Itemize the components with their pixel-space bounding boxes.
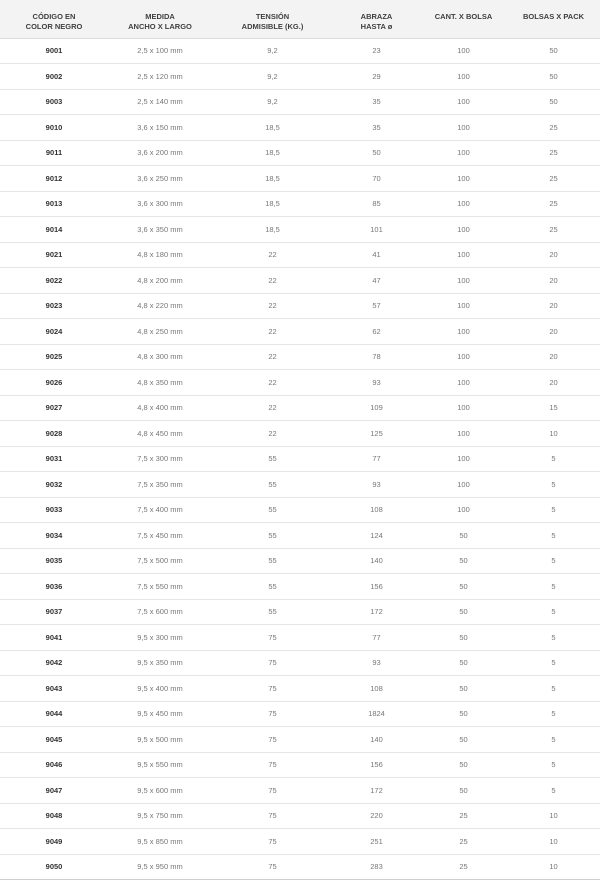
cell-tension: 18,5	[212, 166, 333, 192]
cell-tension: 22	[212, 293, 333, 319]
cell-cant-bolsa: 100	[420, 89, 507, 115]
cell-tension: 55	[212, 599, 333, 625]
cell-bolsas-pack: 20	[507, 242, 600, 268]
table-row	[0, 599, 600, 625]
cell-medida: 9,5 x 350 mm	[108, 650, 212, 676]
cell-abraza: 140	[333, 548, 420, 574]
cell-abraza: 41	[333, 242, 420, 268]
cell-codigo: 9045	[0, 727, 108, 753]
table-row	[0, 676, 600, 702]
cell-cant-bolsa: 100	[420, 472, 507, 498]
cell-tension: 22	[212, 242, 333, 268]
cell-medida: 7,5 x 450 mm	[108, 523, 212, 549]
header-bolsas-pack	[507, 0, 600, 38]
cell-abraza: 78	[333, 344, 420, 370]
cell-tension: 75	[212, 676, 333, 702]
cell-bolsas-pack: 5	[507, 701, 600, 727]
cell-bolsas-pack: 10	[507, 854, 600, 880]
cell-cant-bolsa: 100	[420, 217, 507, 243]
cell-abraza: 93	[333, 472, 420, 498]
cell-cant-bolsa: 100	[420, 166, 507, 192]
header-line: CÓDIGO EN	[32, 12, 76, 21]
table-row	[0, 115, 600, 141]
table-row	[0, 803, 600, 829]
cell-tension: 75	[212, 701, 333, 727]
cell-codigo: 9041	[0, 625, 108, 651]
cell-abraza: 251	[333, 829, 420, 855]
cell-cant-bolsa: 50	[420, 523, 507, 549]
cell-bolsas-pack: 20	[507, 268, 600, 294]
table-row	[0, 370, 600, 396]
table-row	[0, 548, 600, 574]
cell-codigo: 9037	[0, 599, 108, 625]
cell-bolsas-pack: 5	[507, 523, 600, 549]
cell-bolsas-pack: 5	[507, 778, 600, 804]
cell-bolsas-pack: 10	[507, 829, 600, 855]
cell-cant-bolsa: 50	[420, 701, 507, 727]
cell-tension: 75	[212, 803, 333, 829]
cell-bolsas-pack: 20	[507, 344, 600, 370]
cell-cant-bolsa: 100	[420, 497, 507, 523]
cell-cant-bolsa: 25	[420, 854, 507, 880]
cell-bolsas-pack: 25	[507, 115, 600, 141]
cell-bolsas-pack: 20	[507, 293, 600, 319]
cell-abraza: 77	[333, 625, 420, 651]
table-row	[0, 268, 600, 294]
cell-codigo: 9049	[0, 829, 108, 855]
header-line: TENSIÓN	[255, 12, 290, 21]
cell-tension: 55	[212, 497, 333, 523]
cell-abraza: 62	[333, 319, 420, 345]
cell-medida: 2,5 x 100 mm	[108, 38, 212, 64]
cell-bolsas-pack: 5	[507, 727, 600, 753]
cell-tension: 22	[212, 268, 333, 294]
table-row	[0, 650, 600, 676]
table-row	[0, 752, 600, 778]
cell-medida: 7,5 x 500 mm	[108, 548, 212, 574]
cell-medida: 9,5 x 950 mm	[108, 854, 212, 880]
cell-tension: 9,2	[212, 89, 333, 115]
cell-abraza: 57	[333, 293, 420, 319]
cell-tension: 75	[212, 727, 333, 753]
cell-bolsas-pack: 25	[507, 191, 600, 217]
cell-abraza: 85	[333, 191, 420, 217]
table-header-row	[0, 0, 600, 38]
cell-medida: 4,8 x 450 mm	[108, 421, 212, 447]
cell-cant-bolsa: 100	[420, 370, 507, 396]
table-row	[0, 829, 600, 855]
cell-tension: 22	[212, 344, 333, 370]
cell-medida: 9,5 x 850 mm	[108, 829, 212, 855]
cell-cant-bolsa: 100	[420, 191, 507, 217]
cell-cant-bolsa: 50	[420, 625, 507, 651]
cell-tension: 55	[212, 523, 333, 549]
header-line: ADMISIBLE (KG.)	[241, 22, 304, 31]
cell-cant-bolsa: 50	[420, 599, 507, 625]
table-row	[0, 778, 600, 804]
cell-abraza: 29	[333, 64, 420, 90]
cell-cant-bolsa: 100	[420, 421, 507, 447]
cell-bolsas-pack: 20	[507, 370, 600, 396]
cell-codigo: 9014	[0, 217, 108, 243]
table-row	[0, 242, 600, 268]
header-tension	[212, 0, 333, 38]
table-row	[0, 166, 600, 192]
cell-cant-bolsa: 100	[420, 242, 507, 268]
cell-codigo: 9028	[0, 421, 108, 447]
cell-bolsas-pack: 10	[507, 803, 600, 829]
cell-cant-bolsa: 50	[420, 574, 507, 600]
cell-bolsas-pack: 5	[507, 752, 600, 778]
header-cant-bolsa	[420, 0, 507, 38]
cell-codigo: 9034	[0, 523, 108, 549]
cell-medida: 4,8 x 400 mm	[108, 395, 212, 421]
cell-abraza: 93	[333, 650, 420, 676]
cell-tension: 75	[212, 854, 333, 880]
cell-abraza: 283	[333, 854, 420, 880]
cell-abraza: 101	[333, 217, 420, 243]
table-row	[0, 574, 600, 600]
cell-medida: 3,6 x 300 mm	[108, 191, 212, 217]
header-abraza	[333, 0, 420, 38]
cell-medida: 4,8 x 180 mm	[108, 242, 212, 268]
cell-abraza: 172	[333, 778, 420, 804]
table-row	[0, 191, 600, 217]
cell-medida: 9,5 x 400 mm	[108, 676, 212, 702]
header-line: COLOR NEGRO	[25, 22, 83, 31]
table-row	[0, 446, 600, 472]
cell-codigo: 9048	[0, 803, 108, 829]
cell-codigo: 9042	[0, 650, 108, 676]
cell-medida: 9,5 x 550 mm	[108, 752, 212, 778]
cell-tension: 9,2	[212, 64, 333, 90]
cell-abraza: 156	[333, 752, 420, 778]
table-row	[0, 293, 600, 319]
cell-codigo: 9050	[0, 854, 108, 880]
cell-tension: 22	[212, 370, 333, 396]
table-row	[0, 497, 600, 523]
cell-bolsas-pack: 5	[507, 625, 600, 651]
cell-codigo: 9001	[0, 38, 108, 64]
cell-medida: 9,5 x 450 mm	[108, 701, 212, 727]
cell-abraza: 172	[333, 599, 420, 625]
cell-medida: 9,5 x 750 mm	[108, 803, 212, 829]
cell-bolsas-pack: 5	[507, 676, 600, 702]
cell-medida: 4,8 x 250 mm	[108, 319, 212, 345]
cell-tension: 18,5	[212, 115, 333, 141]
cell-tension: 55	[212, 548, 333, 574]
table-row	[0, 421, 600, 447]
cell-abraza: 35	[333, 89, 420, 115]
cell-codigo: 9035	[0, 548, 108, 574]
header-medida	[108, 0, 212, 38]
cell-codigo: 9047	[0, 778, 108, 804]
cell-codigo: 9044	[0, 701, 108, 727]
cell-medida: 3,6 x 350 mm	[108, 217, 212, 243]
cell-codigo: 9013	[0, 191, 108, 217]
cell-cant-bolsa: 100	[420, 319, 507, 345]
cell-medida: 7,5 x 600 mm	[108, 599, 212, 625]
cell-codigo: 9033	[0, 497, 108, 523]
cell-tension: 18,5	[212, 217, 333, 243]
cell-codigo: 9024	[0, 319, 108, 345]
cell-medida: 9,5 x 500 mm	[108, 727, 212, 753]
cell-cant-bolsa: 100	[420, 395, 507, 421]
cell-tension: 9,2	[212, 38, 333, 64]
cell-medida: 9,5 x 600 mm	[108, 778, 212, 804]
cell-cant-bolsa: 50	[420, 548, 507, 574]
cell-bolsas-pack: 5	[507, 497, 600, 523]
cell-abraza: 156	[333, 574, 420, 600]
cell-codigo: 9021	[0, 242, 108, 268]
cell-cant-bolsa: 100	[420, 64, 507, 90]
cell-bolsas-pack: 25	[507, 217, 600, 243]
cell-medida: 7,5 x 350 mm	[108, 472, 212, 498]
cell-abraza: 140	[333, 727, 420, 753]
cell-abraza: 70	[333, 166, 420, 192]
table-row	[0, 38, 600, 64]
cell-abraza: 47	[333, 268, 420, 294]
cell-bolsas-pack: 5	[507, 472, 600, 498]
cell-cant-bolsa: 100	[420, 38, 507, 64]
cell-bolsas-pack: 50	[507, 89, 600, 115]
cell-codigo: 9025	[0, 344, 108, 370]
cell-cant-bolsa: 100	[420, 268, 507, 294]
cell-tension: 75	[212, 625, 333, 651]
cell-codigo: 9003	[0, 89, 108, 115]
cell-codigo: 9026	[0, 370, 108, 396]
cell-medida: 3,6 x 200 mm	[108, 140, 212, 166]
cell-cant-bolsa: 100	[420, 446, 507, 472]
cell-tension: 18,5	[212, 140, 333, 166]
cell-cant-bolsa: 100	[420, 140, 507, 166]
cell-abraza: 109	[333, 395, 420, 421]
cell-codigo: 9012	[0, 166, 108, 192]
cell-bolsas-pack: 25	[507, 140, 600, 166]
cell-tension: 75	[212, 829, 333, 855]
table-row	[0, 89, 600, 115]
cell-bolsas-pack: 15	[507, 395, 600, 421]
table-row	[0, 395, 600, 421]
cell-medida: 7,5 x 400 mm	[108, 497, 212, 523]
cell-tension: 18,5	[212, 191, 333, 217]
cell-medida: 7,5 x 300 mm	[108, 446, 212, 472]
cell-tension: 22	[212, 395, 333, 421]
cell-medida: 4,8 x 200 mm	[108, 268, 212, 294]
table-row	[0, 140, 600, 166]
header-line: ABRAZA	[360, 12, 393, 21]
header-line: ANCHO X LARGO	[128, 22, 192, 31]
table-row	[0, 727, 600, 753]
cell-cant-bolsa: 50	[420, 727, 507, 753]
cell-abraza: 108	[333, 497, 420, 523]
cell-medida: 3,6 x 250 mm	[108, 166, 212, 192]
cell-tension: 55	[212, 574, 333, 600]
cell-tension: 75	[212, 650, 333, 676]
table-row	[0, 701, 600, 727]
table-row	[0, 217, 600, 243]
cell-bolsas-pack: 20	[507, 319, 600, 345]
cell-codigo: 9031	[0, 446, 108, 472]
header-line: HASTA ø	[360, 22, 393, 31]
cell-abraza: 35	[333, 115, 420, 141]
cell-bolsas-pack: 5	[507, 574, 600, 600]
cell-cant-bolsa: 50	[420, 650, 507, 676]
cell-medida: 2,5 x 140 mm	[108, 89, 212, 115]
cell-abraza: 125	[333, 421, 420, 447]
cell-medida: 4,8 x 300 mm	[108, 344, 212, 370]
cell-medida: 7,5 x 550 mm	[108, 574, 212, 600]
cell-cant-bolsa: 50	[420, 778, 507, 804]
cell-cant-bolsa: 100	[420, 293, 507, 319]
header-line: BOLSAS X PACK	[522, 12, 585, 21]
cell-codigo: 9011	[0, 140, 108, 166]
cell-abraza: 108	[333, 676, 420, 702]
cell-tension: 75	[212, 778, 333, 804]
cell-codigo: 9002	[0, 64, 108, 90]
cell-tension: 55	[212, 446, 333, 472]
cell-abraza: 50	[333, 140, 420, 166]
table-body	[0, 38, 600, 880]
cell-cant-bolsa: 25	[420, 803, 507, 829]
cell-codigo: 9032	[0, 472, 108, 498]
cell-bolsas-pack: 25	[507, 166, 600, 192]
header-line: MEDIDA	[145, 12, 175, 21]
cell-abraza: 220	[333, 803, 420, 829]
table-row	[0, 625, 600, 651]
cell-abraza: 23	[333, 38, 420, 64]
cell-tension: 22	[212, 319, 333, 345]
cell-abraza: 77	[333, 446, 420, 472]
cell-medida: 9,5 x 300 mm	[108, 625, 212, 651]
cell-cant-bolsa: 50	[420, 676, 507, 702]
header-codigo	[0, 0, 108, 38]
cell-medida: 3,6 x 150 mm	[108, 115, 212, 141]
cell-bolsas-pack: 50	[507, 38, 600, 64]
cell-bolsas-pack: 5	[507, 650, 600, 676]
cell-codigo: 9023	[0, 293, 108, 319]
cell-codigo: 9043	[0, 676, 108, 702]
cell-tension: 22	[212, 421, 333, 447]
cell-medida: 4,8 x 350 mm	[108, 370, 212, 396]
table-row	[0, 472, 600, 498]
cell-codigo: 9022	[0, 268, 108, 294]
table-row	[0, 64, 600, 90]
cell-bolsas-pack: 5	[507, 599, 600, 625]
cell-tension: 75	[212, 752, 333, 778]
header-line: CANT. X BOLSA	[434, 12, 493, 21]
cell-codigo: 9036	[0, 574, 108, 600]
cell-cant-bolsa: 100	[420, 115, 507, 141]
table-row	[0, 854, 600, 880]
cell-codigo: 9027	[0, 395, 108, 421]
cell-abraza: 1824	[333, 701, 420, 727]
table-row	[0, 319, 600, 345]
cell-cant-bolsa: 100	[420, 344, 507, 370]
cell-bolsas-pack: 5	[507, 548, 600, 574]
cell-medida: 2,5 x 120 mm	[108, 64, 212, 90]
table-row	[0, 344, 600, 370]
table-row	[0, 523, 600, 549]
cell-codigo: 9046	[0, 752, 108, 778]
cell-cant-bolsa: 25	[420, 829, 507, 855]
cell-bolsas-pack: 50	[507, 64, 600, 90]
cell-codigo: 9010	[0, 115, 108, 141]
cell-abraza: 124	[333, 523, 420, 549]
cell-bolsas-pack: 10	[507, 421, 600, 447]
cell-medida: 4,8 x 220 mm	[108, 293, 212, 319]
cell-tension: 55	[212, 472, 333, 498]
cell-abraza: 93	[333, 370, 420, 396]
cell-bolsas-pack: 5	[507, 446, 600, 472]
cell-cant-bolsa: 50	[420, 752, 507, 778]
